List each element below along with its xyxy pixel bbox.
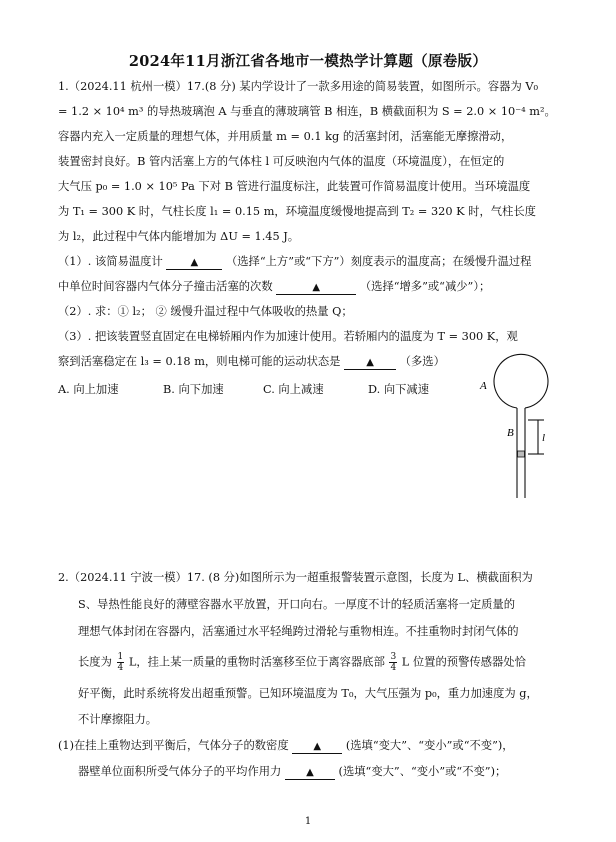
q1-line: = 1.2 × 10⁴ m³ 的导热玻璃泡 A 与垂直的薄玻璃管 B 相连，B 横截面积为 S = 2.0 × 10⁻⁴ m²。	[58, 105, 556, 118]
q2-line: 不计摩擦阻力。	[78, 713, 158, 726]
q2-text: L 位置的预警传感器处恰	[401, 655, 526, 669]
answer-blank[interactable]: ▲	[292, 740, 342, 754]
q1-line: 为 T₁ = 300 K 时，气柱长度 l₁ = 0.15 m，环境温度缓慢地提高到 T₂ = 320 K 时，气柱长度	[58, 205, 536, 218]
q2-line: S、导热性能良好的薄壁容器水平放置，开口向右。一厚度不计的轻质活塞将一定质量的	[78, 598, 516, 611]
q1-sub1-line	[58, 254, 531, 270]
q2-sub1-line	[58, 738, 514, 754]
q2-text: L，挂上某一质量的重物时活塞移至位于离容器底部	[128, 655, 385, 669]
answer-blank[interactable]: ▲	[276, 281, 356, 295]
page-number: 1	[304, 816, 312, 827]
q2-line: 2.（2024.11 宁波一模）17. (8 分)如图所示为一超重报警装置示意图，长度为 L、横截面积为	[58, 571, 533, 584]
answer-blank[interactable]: ▲	[285, 766, 335, 780]
q1-sub2-line: （2）. 求：① l₂； ② 缓慢升温过程中气体吸收的热量 Q；	[58, 305, 353, 318]
q1-sub3-text: 察到活塞稳定在 l₃ = 0.18 m，则电梯可能的运动状态是	[58, 355, 341, 368]
q1-sub1-text: （1）. 该简易温度计	[58, 255, 163, 268]
q2-text: (选填“变大”、“变小”或“不变”)，	[345, 739, 514, 752]
option-a[interactable]: A. 向上加速	[58, 383, 119, 396]
q1-sub1-text: （选择“上方”或“下方”）刻度表示的温度高；在缓慢升温过程	[225, 255, 532, 268]
option-b[interactable]: B. 向下加速	[163, 383, 224, 396]
label-a: A	[480, 380, 487, 392]
q1-line: 为 l₂，此过程中气体内能增加为 ΔU = 1.45 J。	[58, 230, 300, 243]
q1-line: 容器内充入一定质量的理想气体，并用质量 m = 0.1 kg 的活塞封闭，活塞能无摩擦滑动，	[58, 130, 513, 143]
label-l: l	[542, 432, 546, 444]
answer-blank[interactable]: ▲	[344, 356, 396, 370]
thermometer-diagram	[472, 352, 562, 502]
q2-sub1-line	[78, 764, 506, 780]
q1-sub1-text: （选择“增多”或“减少”）；	[359, 280, 491, 293]
q2-line: 好平衡，此时系统将发出超重预警。已知环境温度为 T₀，大气压强为 p₀，重力加速度为 g，	[78, 687, 538, 700]
q2-text: 器壁单位面积所受气体分子的平均作用力	[78, 765, 282, 778]
q1-sub3-line	[58, 354, 445, 370]
q1-sub1-line	[58, 279, 490, 295]
fraction-one-quarter	[117, 652, 125, 673]
q2-text: (1)在挂上重物达到平衡后，气体分子的数密度	[58, 739, 289, 752]
q1-line: 大气压 p₀ = 1.0 × 10⁵ Pa 下对 B 管进行温度标注，此装置可作简易温度计使用。当环境温度	[58, 180, 531, 193]
option-c[interactable]: C. 向上减速	[263, 383, 324, 396]
option-d[interactable]: D. 向下减速	[368, 383, 430, 396]
fraction-numerator: 1	[117, 652, 124, 662]
fraction-denominator: 4	[390, 663, 397, 673]
answer-blank[interactable]: ▲	[166, 256, 222, 270]
fraction-three-quarters	[389, 652, 397, 673]
q1-line: 1.（2024.11 杭州一模）17.(8 分) 某内学设计了一款多用途的简易装置，如图所示。容器为 V₀	[58, 80, 539, 93]
fraction-denominator: 4	[117, 663, 124, 673]
q2-text: 长度为	[78, 655, 112, 669]
document-title: 2024年11月浙江省各地市一模热学计算题（原卷版）	[128, 53, 488, 70]
q1-line: 装置密封良好。B 管内活塞上方的气体柱 l 可反映泡内气体的温度（环境温度），在恒定的	[58, 155, 505, 168]
q1-sub3-text: （多选）	[399, 355, 445, 368]
q1-sub3-line: （3）. 把该装置竖直固定在电梯轿厢内作为加速计使用。若轿厢内的温度为 T = 300 K，观	[58, 330, 518, 343]
q2-text: (选填“变大”、“变小”或“不变”)；	[338, 765, 507, 778]
label-b: B	[507, 427, 514, 439]
fraction-numerator: 3	[390, 652, 397, 662]
glass-bulb-a	[494, 354, 548, 408]
piston	[518, 451, 525, 457]
q1-sub1-text: 中单位时间容器内气体分子撞击活塞的次数	[58, 280, 273, 293]
q2-line	[78, 652, 526, 673]
q2-line: 理想气体封闭在容器内，活塞通过水平轻绳跨过滑轮与重物相连。不挂重物时封闭气体的	[78, 625, 519, 638]
